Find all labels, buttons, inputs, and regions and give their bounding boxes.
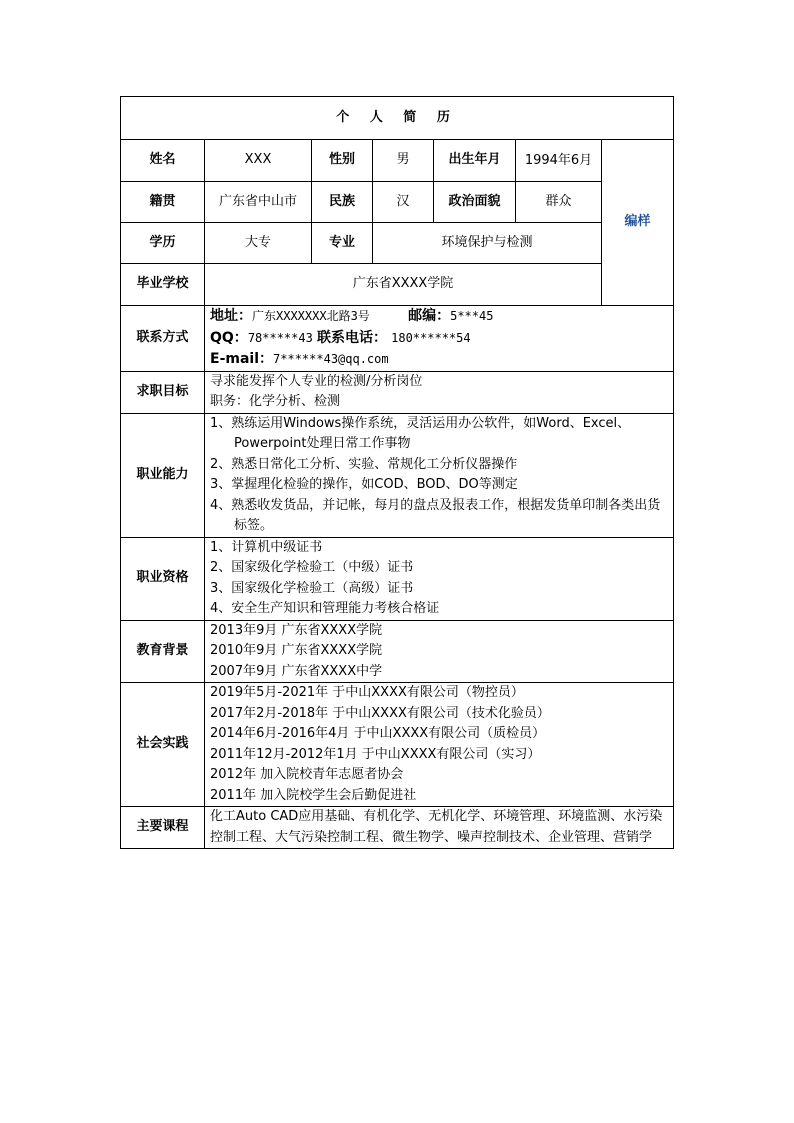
political-value: 群众 xyxy=(516,182,602,223)
education-bg-label: 教育背景 xyxy=(121,620,205,683)
qualification-item: 3、国家级化学检验工（高级）证书 xyxy=(210,580,414,596)
objective-content xyxy=(205,371,674,413)
ethnic-label: 民族 xyxy=(312,182,373,223)
address-value: 广东XXXXXXX北路3号 xyxy=(252,309,370,323)
education-label: 学历 xyxy=(121,223,205,264)
contact-info xyxy=(205,306,674,372)
qq-label: QQ： xyxy=(210,329,248,346)
postcode-label: 邮编： xyxy=(408,308,451,324)
courses-label: 主要课程 xyxy=(121,807,205,849)
practice-item: 2019年5月-2021年 于中山XXXX有限公司（物控员） xyxy=(210,685,524,700)
practice-item: 2014年6月-2016年4月 于中山XXXX有限公司（质检员） xyxy=(210,726,546,741)
resume-title: 个 人 简 历 xyxy=(121,97,674,140)
abilities-content xyxy=(205,413,674,537)
education-item: 2010年9月 广东省XXXX学院 xyxy=(210,643,383,658)
origin-value: 广东省中山市 xyxy=(205,182,312,223)
birth-value: 1994年6月 xyxy=(516,140,602,182)
contact-label: 联系方式 xyxy=(121,306,205,372)
postcode-value: 5***45 xyxy=(450,309,494,323)
gender-value: 男 xyxy=(373,140,434,182)
name-label: 姓名 xyxy=(121,140,205,182)
address-line xyxy=(210,306,669,328)
email-label: E-mail： xyxy=(210,351,274,367)
education-value: 大专 xyxy=(205,223,312,264)
abilities-label: 职业能力 xyxy=(121,413,205,537)
major-value: 环境保护与检测 xyxy=(373,223,602,264)
objective-line: 职务：化学分析、检测 xyxy=(210,394,341,409)
email-value: 7******43@qq.com xyxy=(273,352,389,366)
ability-item: 4、熟悉收发货品，并记帐，每月的盘点及报表工作，根据发货单印制各类出货标签。 xyxy=(210,497,661,533)
qualifications-label: 职业资格 xyxy=(121,537,205,620)
education-item: 2013年9月 广东省XXXX学院 xyxy=(210,622,383,638)
education-item: 2007年9月 广东省XXXX中学 xyxy=(210,663,383,679)
photo-placeholder: 编样 xyxy=(602,140,674,306)
address-label: 地址： xyxy=(210,308,252,324)
practice-item: 2011年12月-2012年1月 于中山XXXX有限公司（实习） xyxy=(210,746,541,762)
birth-label: 出生年月 xyxy=(434,140,516,182)
school-value: 广东省XXXX学院 xyxy=(205,264,602,306)
phone-label: 联系电话： xyxy=(316,329,387,346)
political-label: 政治面貌 xyxy=(434,182,516,223)
practice-content xyxy=(205,683,674,807)
qualifications-content xyxy=(205,537,674,620)
qualification-item: 1、计算机中级证书 xyxy=(210,539,323,555)
practice-item: 2012年 加入院校青年志愿者协会 xyxy=(210,767,404,782)
practice-label: 社会实践 xyxy=(121,683,205,807)
gender-label: 性别 xyxy=(312,140,373,182)
origin-label: 籍贯 xyxy=(121,182,205,223)
ability-item: 2、熟悉日常化工分析、实验、常规化工分析仪器操作 xyxy=(210,456,518,472)
ability-item: 1、熟练运用Windows操作系统，灵活运用办公软件，如Word、Excel、Powerpoint处理日常工作事物 xyxy=(210,415,631,451)
qualification-item: 2、国家级化学检验工（中级）证书 xyxy=(210,560,414,575)
major-label: 专业 xyxy=(312,223,373,264)
education-bg-content xyxy=(205,620,674,683)
resume-table xyxy=(120,96,674,849)
practice-item: 2011年 加入院校学生会后勤促进社 xyxy=(210,787,417,803)
name-value: XXX xyxy=(205,140,312,182)
phone-line xyxy=(210,328,669,350)
ability-item: 3、掌握理化检验的操作，如COD、BOD、DO等测定 xyxy=(210,477,518,492)
objective-line: 寻求能发挥个人专业的检测/分析岗位 xyxy=(210,373,423,389)
ethnic-value: 汉 xyxy=(373,182,434,223)
email-line xyxy=(210,349,669,371)
qualification-item: 4、安全生产知识和管理能力考核合格证 xyxy=(210,601,440,616)
qq-value: 78*****43 xyxy=(247,330,313,345)
practice-item: 2017年2月-2018年 于中山XXXX有限公司（技术化验员） xyxy=(210,705,550,721)
objective-label: 求职目标 xyxy=(121,371,205,413)
courses-content: 化工Auto CAD应用基础、有机化学、无机化学、环境管理、环境监测、水污染控制工程、大气污染控制工程、微生物学、噪声控制技术、企业管理、营销学 xyxy=(205,807,674,849)
school-label: 毕业学校 xyxy=(121,264,205,306)
phone-value: 180******54 xyxy=(391,330,471,345)
